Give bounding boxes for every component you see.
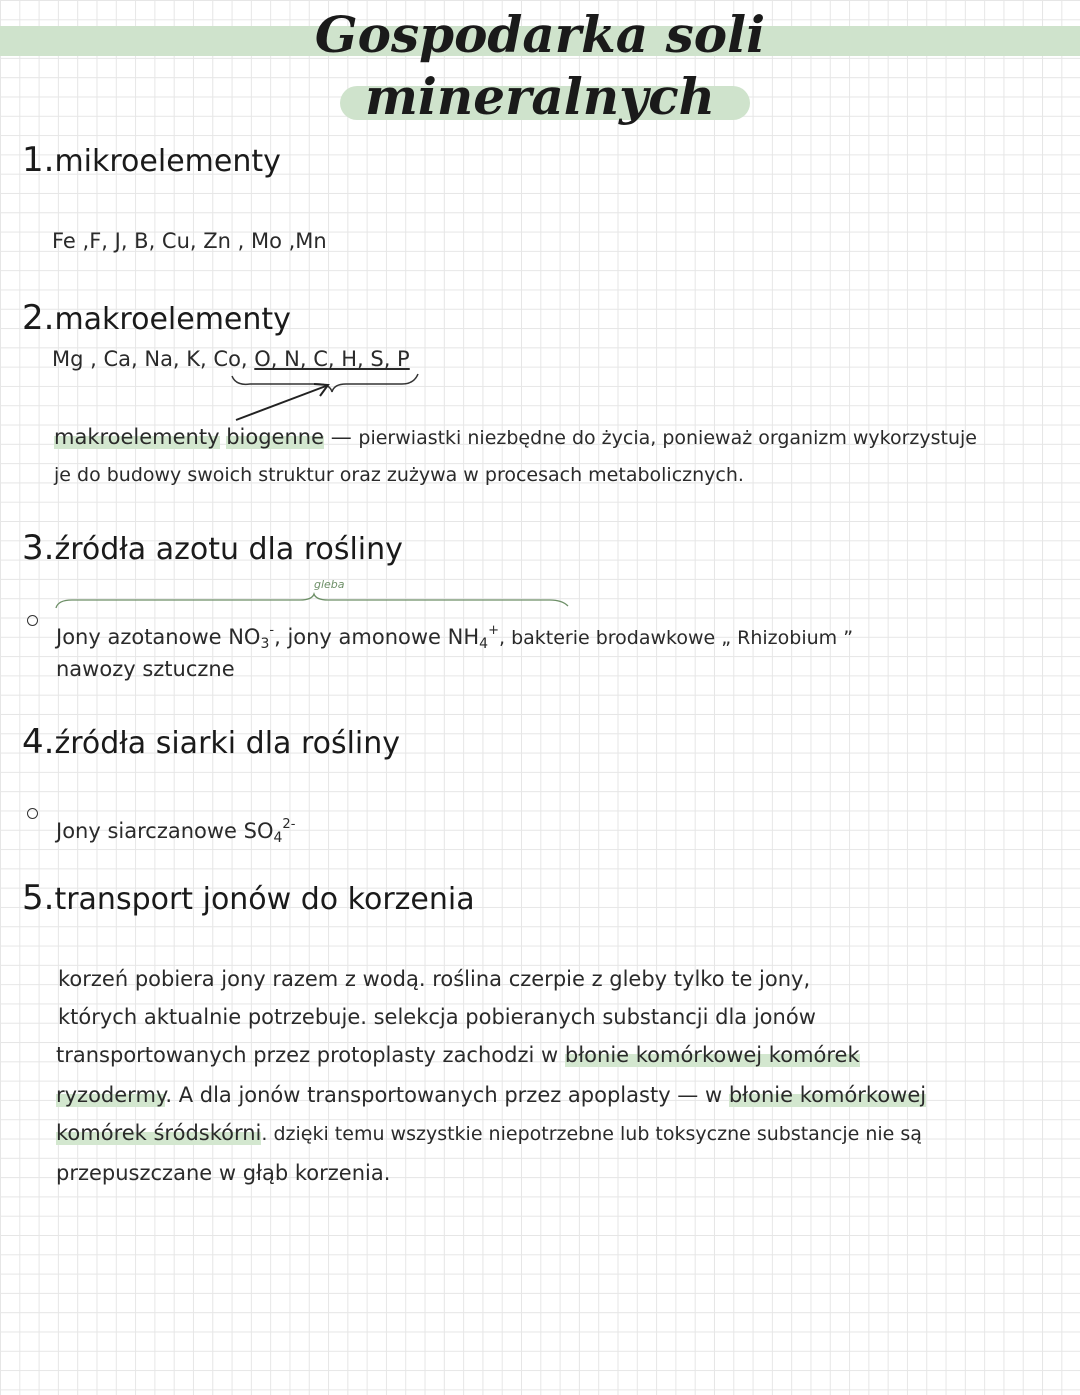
highlight-rhizodermis: ryzodermy <box>56 1083 166 1107</box>
section-4-heading <box>22 724 400 762</box>
biogenic-definition-line-1 <box>54 424 977 451</box>
sulfate-subscript: 4 <box>273 830 283 846</box>
section-5-number: 5. <box>22 878 55 918</box>
section-1-number: 1. <box>22 140 55 180</box>
soil-note: gleba <box>314 578 345 591</box>
transport-paragraph-line-5 <box>56 1120 922 1147</box>
nodule-bacteria: , bakterie brodawkowe „ Rhizobium ” <box>498 627 854 649</box>
section-5-heading <box>22 880 475 918</box>
section-3-title: źródła azotu dla rośliny <box>54 532 403 567</box>
transport-text-5: . dzięki temu wszystkie niepotrzebne lub toksyczne substancje nie są <box>261 1123 922 1145</box>
section-2-title: makroelementy <box>54 302 291 337</box>
bullet-icon <box>27 808 38 819</box>
page-title-line-1: Gospodarka soli <box>314 5 766 64</box>
definition-text-1: pierwiastki niezbędne do życia, ponieważ organizm wykorzystuje <box>358 427 977 449</box>
microelements-list: Fe ,F, J, B, Cu, Zn , Mo ,Mn <box>52 229 327 253</box>
bullet-icon <box>27 615 38 626</box>
macroelements-list-general: Mg , Ca, Na, K, Co, <box>52 347 255 371</box>
nitrate-charge: - <box>269 623 275 638</box>
section-4-number: 4. <box>22 722 55 762</box>
section-3-number: 3. <box>22 528 55 568</box>
sulfate-ions: Jony siarczanowe SO <box>56 819 274 843</box>
section-1-title: mikroelementy <box>54 144 281 179</box>
nitrate-subscript: 3 <box>260 636 270 652</box>
highlight-rhizodermis-membrane: błonie komórkowej komórek <box>564 1043 860 1067</box>
biogenic-definition-line-2: je do budowy swoich struktur oraz zużywa w procesach metabolicznych. <box>54 464 744 486</box>
transport-paragraph-line-2: których aktualnie potrzebuje. selekcja pobieranych substancji dla jonów <box>58 1005 816 1029</box>
transport-text-4: . A dla jonów transportowanych przez apoplasty — w <box>165 1083 729 1107</box>
transport-paragraph-line-4 <box>56 1082 926 1108</box>
sulfur-sources-line <box>56 812 295 851</box>
transport-paragraph-line-6: przepuszczane w głąb korzenia. <box>56 1161 391 1185</box>
biogenic-arrow <box>236 386 326 420</box>
transport-paragraph-line-3 <box>56 1042 860 1068</box>
nitrogen-sources-line-2: nawozy sztuczne <box>56 657 235 681</box>
transport-paragraph-line-1: korzeń pobiera jony razem z wodą. roślina czerpie z gleby tylko te jony, <box>58 967 811 991</box>
highlight-endodermis: komórek śródskórni <box>56 1121 262 1145</box>
ammonium-charge: + <box>488 623 499 638</box>
section-4-title: źródła siarki dla rośliny <box>54 726 401 761</box>
sulfate-charge: 2- <box>282 817 296 832</box>
section-5-title: transport jonów do korzenia <box>54 882 475 917</box>
definition-term-2: biogenne <box>226 425 325 449</box>
nitrate-ions: Jony azotanowe NO <box>56 625 261 649</box>
soil-brace <box>56 594 568 608</box>
section-3-heading <box>22 530 403 568</box>
macroelements-list-biogenic: O, N, C, H, S, P <box>254 347 410 371</box>
ammonium-ions: , jony amonowe NH <box>274 625 480 649</box>
section-2-number: 2. <box>22 298 55 338</box>
nitrogen-sources-line-1 <box>56 618 853 657</box>
ammonium-subscript: 4 <box>479 636 489 652</box>
page-title-line-2: mineralnych <box>365 67 715 126</box>
highlight-endodermis-membrane: błonie komórkowej <box>728 1083 927 1107</box>
transport-text-3: transportowanych przez protoplasty zachodzi w <box>56 1043 565 1067</box>
definition-term-1: makroelementy <box>54 425 220 449</box>
definition-dash: — <box>330 425 352 449</box>
